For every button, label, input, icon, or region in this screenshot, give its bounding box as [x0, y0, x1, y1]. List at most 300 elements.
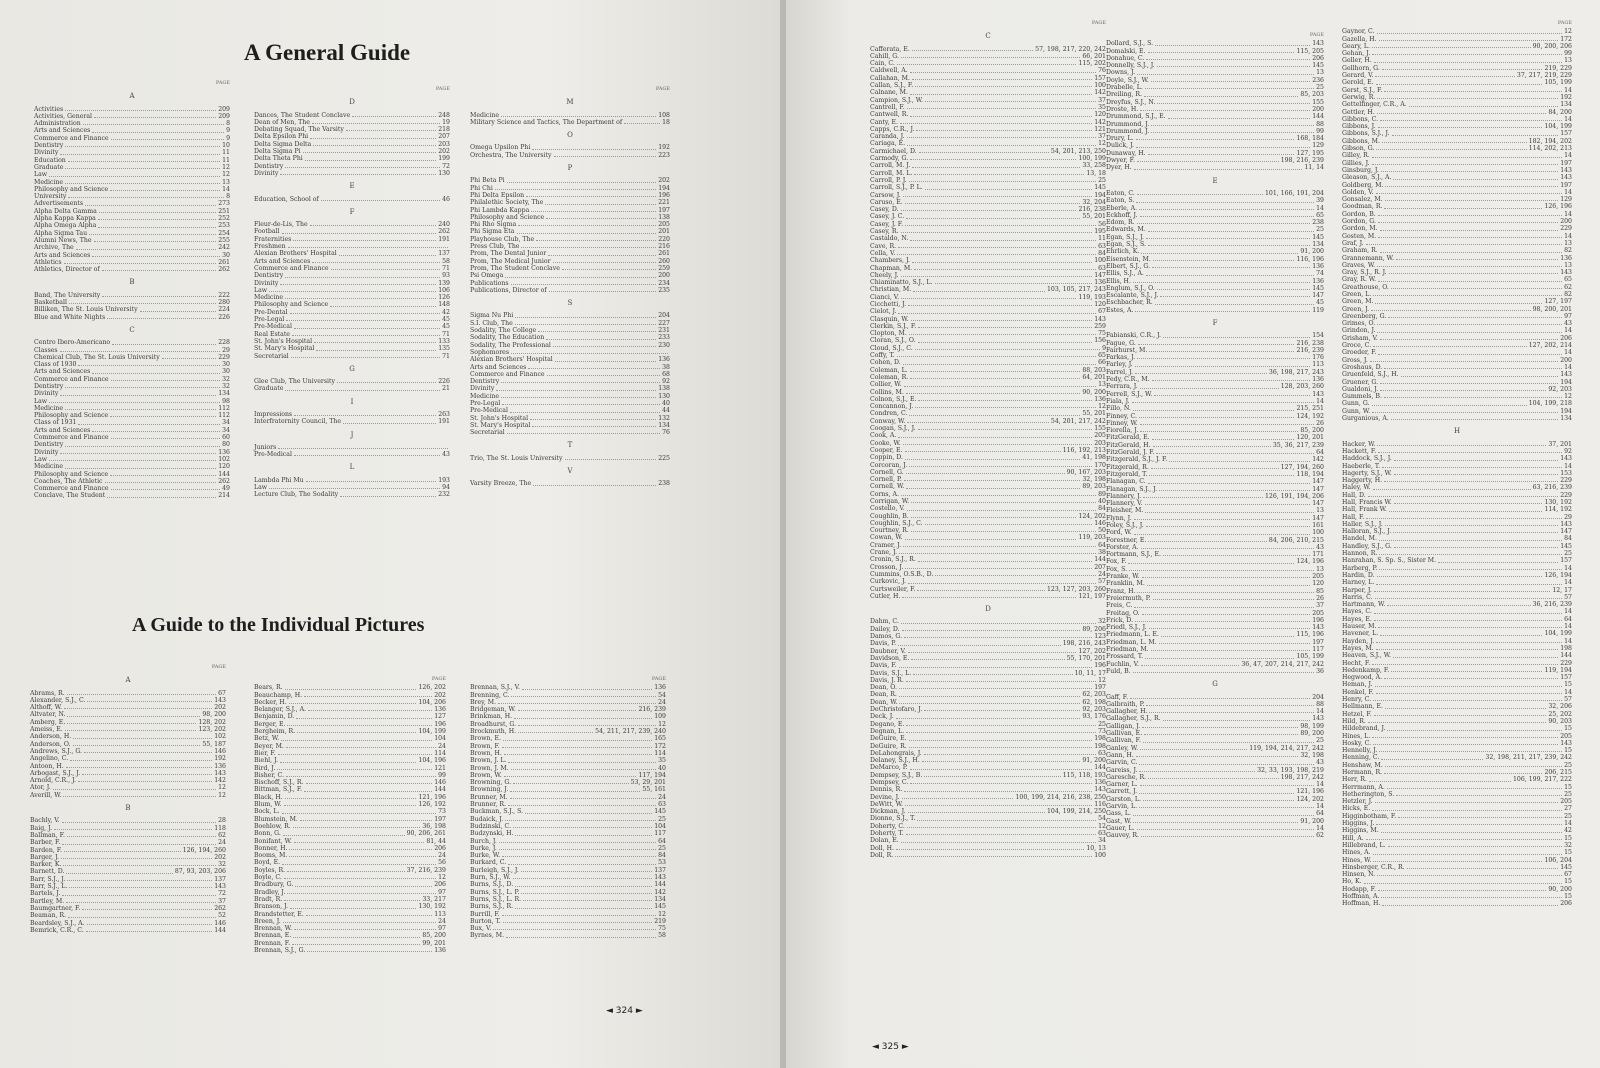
index-entry	[870, 801, 1106, 808]
index-entry	[254, 272, 450, 279]
entry-pages: 104, 196	[418, 757, 446, 765]
entry-name: Hines, L.	[1342, 732, 1371, 740]
index-entry	[470, 243, 670, 250]
entry-name: Fuld, B.	[1106, 667, 1131, 675]
index-entry	[30, 883, 226, 890]
entry-name: Boehlow, R.	[254, 822, 291, 830]
entry-pages: 216, 239	[638, 706, 666, 714]
pictures-guide-column	[254, 676, 446, 954]
entry-name: Ellis, H.	[1106, 277, 1131, 285]
dot-leader	[1137, 354, 1310, 359]
dot-leader	[513, 823, 652, 828]
dot-leader	[1377, 109, 1547, 114]
entry-pages: 67	[1564, 871, 1572, 879]
entry-name: Farrel, J.	[1106, 368, 1134, 376]
dot-leader	[1146, 701, 1314, 706]
entry-pages: 197	[1312, 638, 1324, 646]
entry-pages: 76	[662, 429, 670, 437]
dot-leader	[1152, 434, 1295, 439]
index-entry	[470, 706, 666, 713]
dot-leader	[1376, 79, 1543, 84]
entry-name: Hines, W.	[1342, 856, 1372, 864]
dot-leader	[1130, 694, 1310, 699]
entry-name: Gass, L.	[1106, 810, 1131, 818]
entry-name: Betz, W.	[254, 735, 280, 743]
entry-name: Brennan, F.	[254, 939, 291, 947]
entry-pages: 93, 176	[1082, 713, 1106, 721]
entry-name: Collins, M.	[870, 388, 904, 396]
dot-leader	[1155, 40, 1310, 45]
index-entry	[254, 808, 446, 815]
entry-pages: 101, 166, 191, 204	[1264, 189, 1324, 197]
dot-leader	[86, 927, 213, 932]
index-entry	[254, 221, 450, 228]
index-entry	[1342, 608, 1572, 615]
dot-leader	[909, 743, 1092, 748]
entry-name: Carroll, M. L.	[870, 169, 913, 177]
dot-leader	[906, 469, 1065, 474]
dot-leader	[112, 339, 216, 344]
index-entry	[34, 398, 230, 405]
entry-pages: 216	[658, 243, 670, 251]
entry-name: University	[34, 193, 67, 201]
entry-pages: 236	[1312, 76, 1324, 84]
entry-name: Goodman, R.	[1342, 203, 1383, 211]
entry-name: Benjamin, D.	[254, 713, 295, 721]
entry-pages: 121	[434, 764, 446, 772]
index-entry	[870, 462, 1106, 469]
entry-name: Frossard, T.	[1106, 653, 1144, 661]
entry-pages: 199	[438, 155, 450, 163]
dot-leader	[111, 485, 221, 490]
index-entry	[1342, 820, 1572, 827]
entry-pages: 14	[1564, 579, 1572, 587]
entry-name: Gallivan, E.	[1106, 730, 1143, 738]
entry-pages: 124, 192	[1296, 412, 1324, 420]
entry-name: Sodality, The Professional	[470, 341, 551, 349]
entry-name: Bartley, M.	[30, 897, 65, 905]
dot-leader	[63, 792, 216, 797]
index-entry	[30, 711, 226, 718]
entry-name: Barger, J.	[30, 853, 59, 861]
index-entry	[870, 308, 1106, 315]
entry-pages: 124, 202	[1296, 795, 1324, 803]
entry-name: Gauer, L.	[1106, 824, 1135, 832]
entry-name: Law	[34, 397, 48, 405]
entry-name: Cantrell, F.	[870, 103, 905, 111]
index-entry	[1342, 240, 1572, 247]
index-entry	[1342, 733, 1572, 740]
entry-pages: 176	[1312, 354, 1324, 362]
entry-pages: 38	[1098, 549, 1106, 557]
dot-leader	[624, 119, 660, 124]
index-entry	[1106, 752, 1324, 759]
index-entry	[870, 677, 1106, 684]
entry-pages: 104, 199	[1544, 630, 1572, 638]
entry-pages: 104, 199	[418, 728, 446, 736]
index-entry	[34, 405, 230, 412]
entry-pages: 43	[442, 451, 450, 459]
entry-name: Caldwell, A.	[870, 67, 908, 75]
index-entry	[1106, 478, 1324, 485]
entry-name: Brennan, S.J., V.	[470, 684, 520, 692]
entry-name: Curtsweiler, F.	[870, 585, 916, 593]
entry-name: Domalski, E.	[1106, 47, 1146, 55]
index-entry	[1106, 369, 1324, 376]
entry-pages: 193	[438, 476, 450, 484]
index-entry	[470, 371, 670, 378]
entry-name: Cutler, H.	[870, 592, 901, 600]
entry-pages: 123	[1094, 633, 1106, 641]
entry-name: Costello, V.	[870, 505, 905, 513]
dot-leader	[1136, 135, 1295, 140]
dot-leader	[1373, 291, 1562, 296]
dot-leader	[340, 491, 436, 496]
index-entry	[1342, 674, 1572, 681]
dot-leader	[310, 133, 436, 138]
entry-pages: 222	[218, 291, 230, 299]
dot-leader	[495, 185, 656, 190]
dot-leader	[511, 349, 668, 354]
entry-pages: 36, 216, 239	[1532, 601, 1572, 609]
index-entry	[1342, 145, 1572, 152]
dot-leader	[905, 801, 1092, 806]
entry-pages: 54, 211, 217, 239, 240	[595, 728, 666, 736]
pictures-guide-column	[470, 676, 666, 940]
entry-pages: 120	[1094, 300, 1106, 308]
entry-name: Hayes, E.	[1342, 615, 1372, 623]
entry-pages: 147	[1312, 485, 1324, 493]
index-entry	[34, 492, 230, 499]
entry-name: Blumstein, M.	[254, 815, 298, 823]
entry-name: Greenberg, G.	[1342, 312, 1387, 320]
dot-leader	[296, 713, 432, 718]
index-entry	[1106, 602, 1324, 609]
dot-leader	[532, 144, 656, 149]
index-entry	[254, 491, 450, 498]
entry-name: Graduate	[254, 385, 284, 393]
entry-pages: 205	[658, 221, 670, 229]
entry-pages: 142	[1312, 456, 1324, 464]
entry-name: Pre-Medical	[254, 323, 292, 331]
index-entry	[870, 374, 1106, 381]
index-entry	[254, 692, 446, 699]
index-entry	[34, 113, 230, 120]
dot-leader	[67, 832, 216, 837]
dot-leader	[538, 327, 656, 332]
index-entry	[1342, 805, 1572, 812]
entry-name: Hinsen, N.	[1342, 871, 1376, 879]
index-entry	[470, 112, 670, 119]
dot-leader	[503, 918, 652, 923]
index-entry	[870, 764, 1106, 771]
entry-pages: 13	[1316, 507, 1324, 515]
entry-pages: 130, 192	[418, 903, 446, 911]
entry-name: Gehan, J.	[1342, 50, 1371, 58]
index-entry	[1106, 442, 1324, 449]
entry-name: FitzGerald, E.	[1106, 434, 1150, 442]
dot-leader	[321, 196, 440, 201]
entry-name: Dreiling, R.	[1106, 91, 1143, 99]
dot-leader	[1152, 376, 1311, 381]
dot-leader	[915, 345, 1100, 350]
index-entry	[1106, 493, 1324, 500]
dot-leader	[269, 287, 436, 292]
dot-leader	[1378, 886, 1546, 891]
index-entry	[254, 874, 446, 881]
index-entry	[870, 221, 1106, 228]
dot-leader	[906, 728, 1096, 733]
entry-name: Gosten, M.	[1342, 232, 1377, 240]
entry-name: Ator, J.	[30, 784, 51, 792]
dot-leader	[909, 410, 1080, 415]
entry-pages: 14	[1564, 623, 1572, 631]
index-entry	[870, 483, 1106, 490]
entry-name: Secretarial	[470, 429, 505, 437]
dot-leader	[907, 104, 1096, 109]
dot-leader	[1133, 278, 1310, 283]
index-entry	[1342, 342, 1572, 349]
index-entry	[470, 808, 666, 815]
entry-pages: 146	[1094, 519, 1106, 527]
index-entry	[1106, 157, 1324, 164]
entry-pages: 98, 199	[1300, 722, 1324, 730]
entry-pages: 13	[222, 178, 230, 186]
index-entry	[470, 713, 666, 720]
entry-pages: 143	[1560, 455, 1572, 463]
entry-pages: 127, 194, 260	[1280, 463, 1324, 471]
index-entry	[1342, 864, 1572, 871]
entry-name: Cielot, J.	[870, 308, 897, 316]
index-entry	[254, 779, 446, 786]
section-letter: E	[1212, 176, 1218, 185]
entry-pages: 15	[1564, 783, 1572, 791]
dot-leader	[905, 534, 1077, 539]
index-entry	[470, 144, 670, 151]
index-entry	[34, 314, 230, 321]
entry-pages: 135	[438, 345, 450, 353]
entry-pages: 229	[1560, 491, 1572, 499]
index-entry	[30, 719, 226, 726]
entry-pages: 14	[1564, 115, 1572, 123]
entry-pages: 26	[1316, 419, 1324, 427]
dot-leader	[111, 135, 224, 140]
entry-pages: 242	[218, 244, 230, 252]
entry-name: Brey, M.	[470, 698, 497, 706]
entry-pages: 221	[658, 199, 670, 207]
entry-pages: 30	[222, 368, 230, 376]
index-entry	[254, 911, 446, 918]
entry-name: Fague, G.	[1106, 339, 1136, 347]
entry-name: Baig, J.	[30, 824, 53, 832]
entry-pages: 229	[218, 353, 230, 361]
entry-name: Carmody, G.	[870, 155, 909, 163]
dot-leader	[288, 243, 448, 248]
index-entry	[1342, 857, 1572, 864]
entry-name: Phi Lambda Kappa	[470, 206, 530, 214]
dot-leader	[1143, 493, 1263, 498]
index-entry	[30, 832, 226, 839]
index-entry	[1106, 551, 1324, 558]
entry-name: Haller, S.J., J.	[1342, 520, 1383, 528]
entry-name: Drabelle, L.	[1106, 84, 1143, 92]
entry-pages: 147	[1560, 528, 1572, 536]
dot-leader	[1378, 123, 1543, 128]
entry-name: Sodality, The College	[470, 327, 537, 335]
entry-pages: 21	[442, 385, 450, 393]
entry-name: Hennelly, J.	[1342, 747, 1378, 755]
index-entry	[1106, 558, 1324, 565]
index-entry	[870, 199, 1106, 206]
index-entry	[30, 861, 226, 868]
dot-leader	[1394, 499, 1543, 504]
dot-leader	[1141, 544, 1315, 549]
entry-pages: 139	[438, 279, 450, 287]
index-entry	[1342, 484, 1572, 491]
dot-leader	[1133, 405, 1295, 410]
dot-leader	[505, 816, 656, 821]
entry-pages: 126, 194	[1544, 571, 1572, 579]
dot-leader	[901, 491, 1096, 496]
entry-pages: 9	[226, 134, 230, 142]
entry-name: Law	[34, 455, 48, 463]
entry-pages: 24	[438, 742, 446, 750]
index-entry	[254, 728, 446, 735]
index-entry	[1342, 900, 1572, 907]
entry-pages: 32, 204	[1082, 198, 1106, 206]
entry-pages: 14	[1564, 152, 1572, 160]
entry-name: Ginsburg, J.	[1342, 166, 1379, 174]
index-entry	[1342, 393, 1572, 400]
index-entry	[470, 867, 666, 874]
entry-name: Cronin, S.J., R.	[870, 556, 916, 564]
dot-leader	[1133, 668, 1314, 673]
section-letter: F	[349, 207, 355, 216]
entry-pages: 88, 203	[1082, 366, 1106, 374]
entry-pages: 73	[438, 808, 446, 816]
index-entry	[34, 478, 230, 485]
entry-name: Fortmann, S.J., E.	[1106, 551, 1161, 559]
index-entry	[870, 206, 1106, 213]
entry-name: Cook, A.	[870, 432, 897, 440]
entry-name: Edom, R.	[1106, 219, 1135, 227]
index-entry	[1342, 269, 1572, 276]
dot-leader	[1153, 256, 1295, 261]
section-letter: C	[985, 32, 991, 41]
entry-name: Berger, E.	[254, 720, 286, 728]
dot-leader	[69, 299, 216, 304]
index-entry	[254, 918, 446, 925]
index-entry	[1106, 248, 1324, 255]
entry-pages: 89	[1098, 490, 1106, 498]
dot-leader	[1393, 174, 1558, 179]
entry-name: Hoffman, H.	[1342, 900, 1381, 908]
entry-pages: 136	[658, 356, 670, 364]
dot-leader	[1142, 573, 1311, 578]
dot-leader	[1377, 441, 1546, 446]
entry-name: Egan, S.J., J.	[1106, 233, 1144, 241]
entry-pages: 25	[1564, 550, 1572, 558]
entry-name: Arts and Sciences	[34, 426, 91, 434]
dot-leader	[1132, 398, 1315, 403]
index-entry	[870, 786, 1106, 793]
entry-pages: 202	[214, 853, 226, 861]
dot-leader	[1151, 121, 1314, 126]
index-entry	[870, 772, 1106, 779]
entry-pages: 142	[1094, 89, 1106, 97]
entry-name: Biehl, J.	[254, 757, 279, 765]
entry-name: Arts and Sciences	[34, 368, 91, 376]
index-entry	[1106, 69, 1324, 76]
entry-pages: 232	[438, 491, 450, 499]
index-entry	[30, 697, 226, 704]
dot-leader	[903, 359, 1096, 364]
entry-pages: 34	[1098, 837, 1106, 845]
entry-pages: 104, 199, 214, 250	[1046, 808, 1106, 816]
dot-leader	[906, 721, 1096, 726]
entry-name: DeWitt, W.	[870, 800, 904, 808]
dot-leader	[1380, 335, 1558, 340]
entry-pages: 194	[1560, 378, 1572, 386]
index-entry	[1106, 270, 1324, 277]
entry-pages: 214	[218, 492, 230, 500]
index-entry	[1342, 28, 1572, 35]
entry-name: Commerce and Finance	[34, 134, 109, 142]
index-entry	[1342, 291, 1572, 298]
entry-name: Dulick, J.	[1106, 142, 1135, 150]
index-entry	[870, 648, 1106, 655]
index-entry	[1342, 320, 1572, 327]
entry-pages: 259	[1094, 322, 1106, 330]
index-entry	[30, 817, 226, 824]
index-entry	[870, 279, 1106, 286]
entry-pages: 115, 196	[1296, 631, 1324, 639]
entry-name: Brennan, E.	[254, 932, 292, 940]
index-entry	[870, 640, 1106, 647]
entry-name: Brown, J. L.	[470, 757, 507, 765]
entry-pages: 198, 217, 242	[1280, 773, 1324, 781]
section-letter: O	[567, 131, 573, 140]
entry-pages: 27	[1564, 805, 1572, 813]
dot-leader	[68, 157, 220, 162]
index-entry	[870, 513, 1106, 520]
dot-leader	[918, 323, 1092, 328]
dot-leader	[282, 808, 437, 813]
dot-leader	[905, 447, 1061, 452]
entry-pages: 198	[1094, 735, 1106, 743]
index-entry	[1106, 580, 1324, 587]
entry-pages: 24	[658, 698, 666, 706]
entry-pages: 130, 192	[1544, 499, 1572, 506]
entry-pages: 223	[658, 151, 670, 159]
entry-pages: 262	[438, 228, 450, 236]
dot-leader	[554, 152, 657, 157]
entry-name: Divinity	[254, 169, 279, 177]
entry-name: Gast, W.	[1106, 817, 1132, 825]
entry-name: Englum, S.J., O.	[1106, 284, 1155, 292]
dot-leader	[82, 770, 212, 775]
index-entry	[870, 571, 1106, 578]
entry-name: Bier, F.	[254, 749, 276, 757]
entry-pages: 137	[654, 866, 666, 874]
entry-pages: 64	[1564, 615, 1572, 623]
entry-pages: 114	[434, 749, 446, 757]
index-entry	[470, 786, 666, 793]
entry-name: Gross, J.	[1342, 356, 1368, 364]
index-entry	[870, 633, 1106, 640]
dot-leader	[908, 301, 1092, 306]
dot-leader	[1381, 754, 1483, 759]
